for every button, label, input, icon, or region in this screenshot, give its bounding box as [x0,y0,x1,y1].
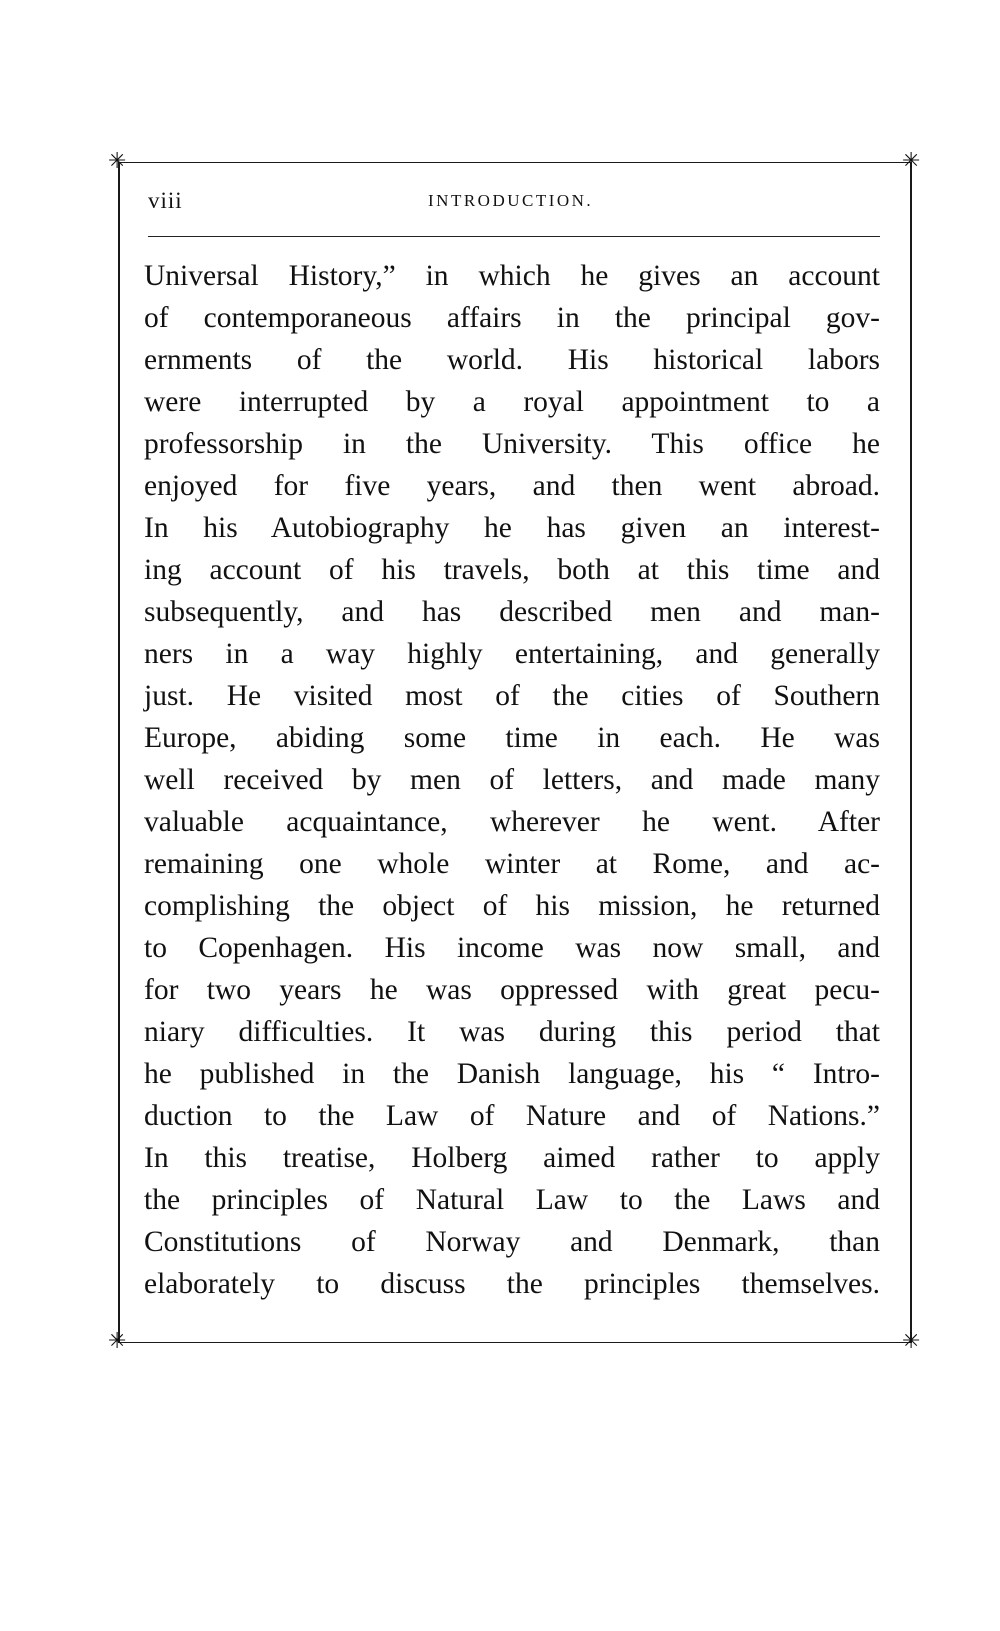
text-line: of contemporaneous affairs in the principal gov- [144,302,880,334]
corner-star-icon: ✳ [902,149,921,174]
corner-star-icon: ✳ [108,149,127,174]
text-line: ners in a way highly entertaining, and generally [144,638,880,670]
text-line: valuable acquaintance, wherever he went. After [144,806,880,838]
running-title: INTRODUCTION. [428,191,594,210]
text-line: complishing the object of his mission, he returned [144,890,880,922]
text-line: professorship in the University. This office he [144,428,880,460]
text-line: enjoyed for five years, and then went abroad. [144,470,880,502]
text-line: remaining one whole winter at Rome, and ac- [144,848,880,880]
text-line: he published in the Danish language, his “ Intro- [144,1058,880,1090]
text-line: niary difficulties. It was during this period that [144,1016,880,1048]
text-line: Europe, abiding some time in each. He was [144,722,880,754]
text-line: were interrupted by a royal appointment to a [144,386,880,418]
text-line: subsequently, and has described men and man- [144,596,880,628]
text-line: In his Autobiography he has given an interest- [144,512,880,544]
text-line: elaborately to discuss the principles themselves. [144,1268,880,1300]
running-head [148,188,880,218]
text-line: just. He visited most of the cities of Southern [144,680,880,712]
text-line: Constitutions of Norway and Denmark, than [144,1226,880,1258]
corner-star-icon: ✳ [108,1329,127,1354]
text-line: ing account of his travels, both at this time and [144,554,880,586]
bottom-border-rule [118,1342,912,1343]
text-line: the principles of Natural Law to the Laws and [144,1184,880,1216]
text-line: In this treatise, Holberg aimed rather to apply [144,1142,880,1174]
body-text [144,255,880,1305]
text-line: to Copenhagen. His income was now small, and [144,932,880,964]
corner-star-icon: ✳ [902,1329,921,1354]
text-line: ernments of the world. His historical labors [144,344,880,376]
text-line: for two years he was oppressed with great pecu- [144,974,880,1006]
text-line: well received by men of letters, and made many [144,764,880,796]
text-line: duction to the Law of Nature and of Nations.” [144,1100,880,1132]
text-line: Universal History,” in which he gives an account [144,260,880,292]
page-number: viii [148,188,183,213]
header-rule [148,236,880,237]
